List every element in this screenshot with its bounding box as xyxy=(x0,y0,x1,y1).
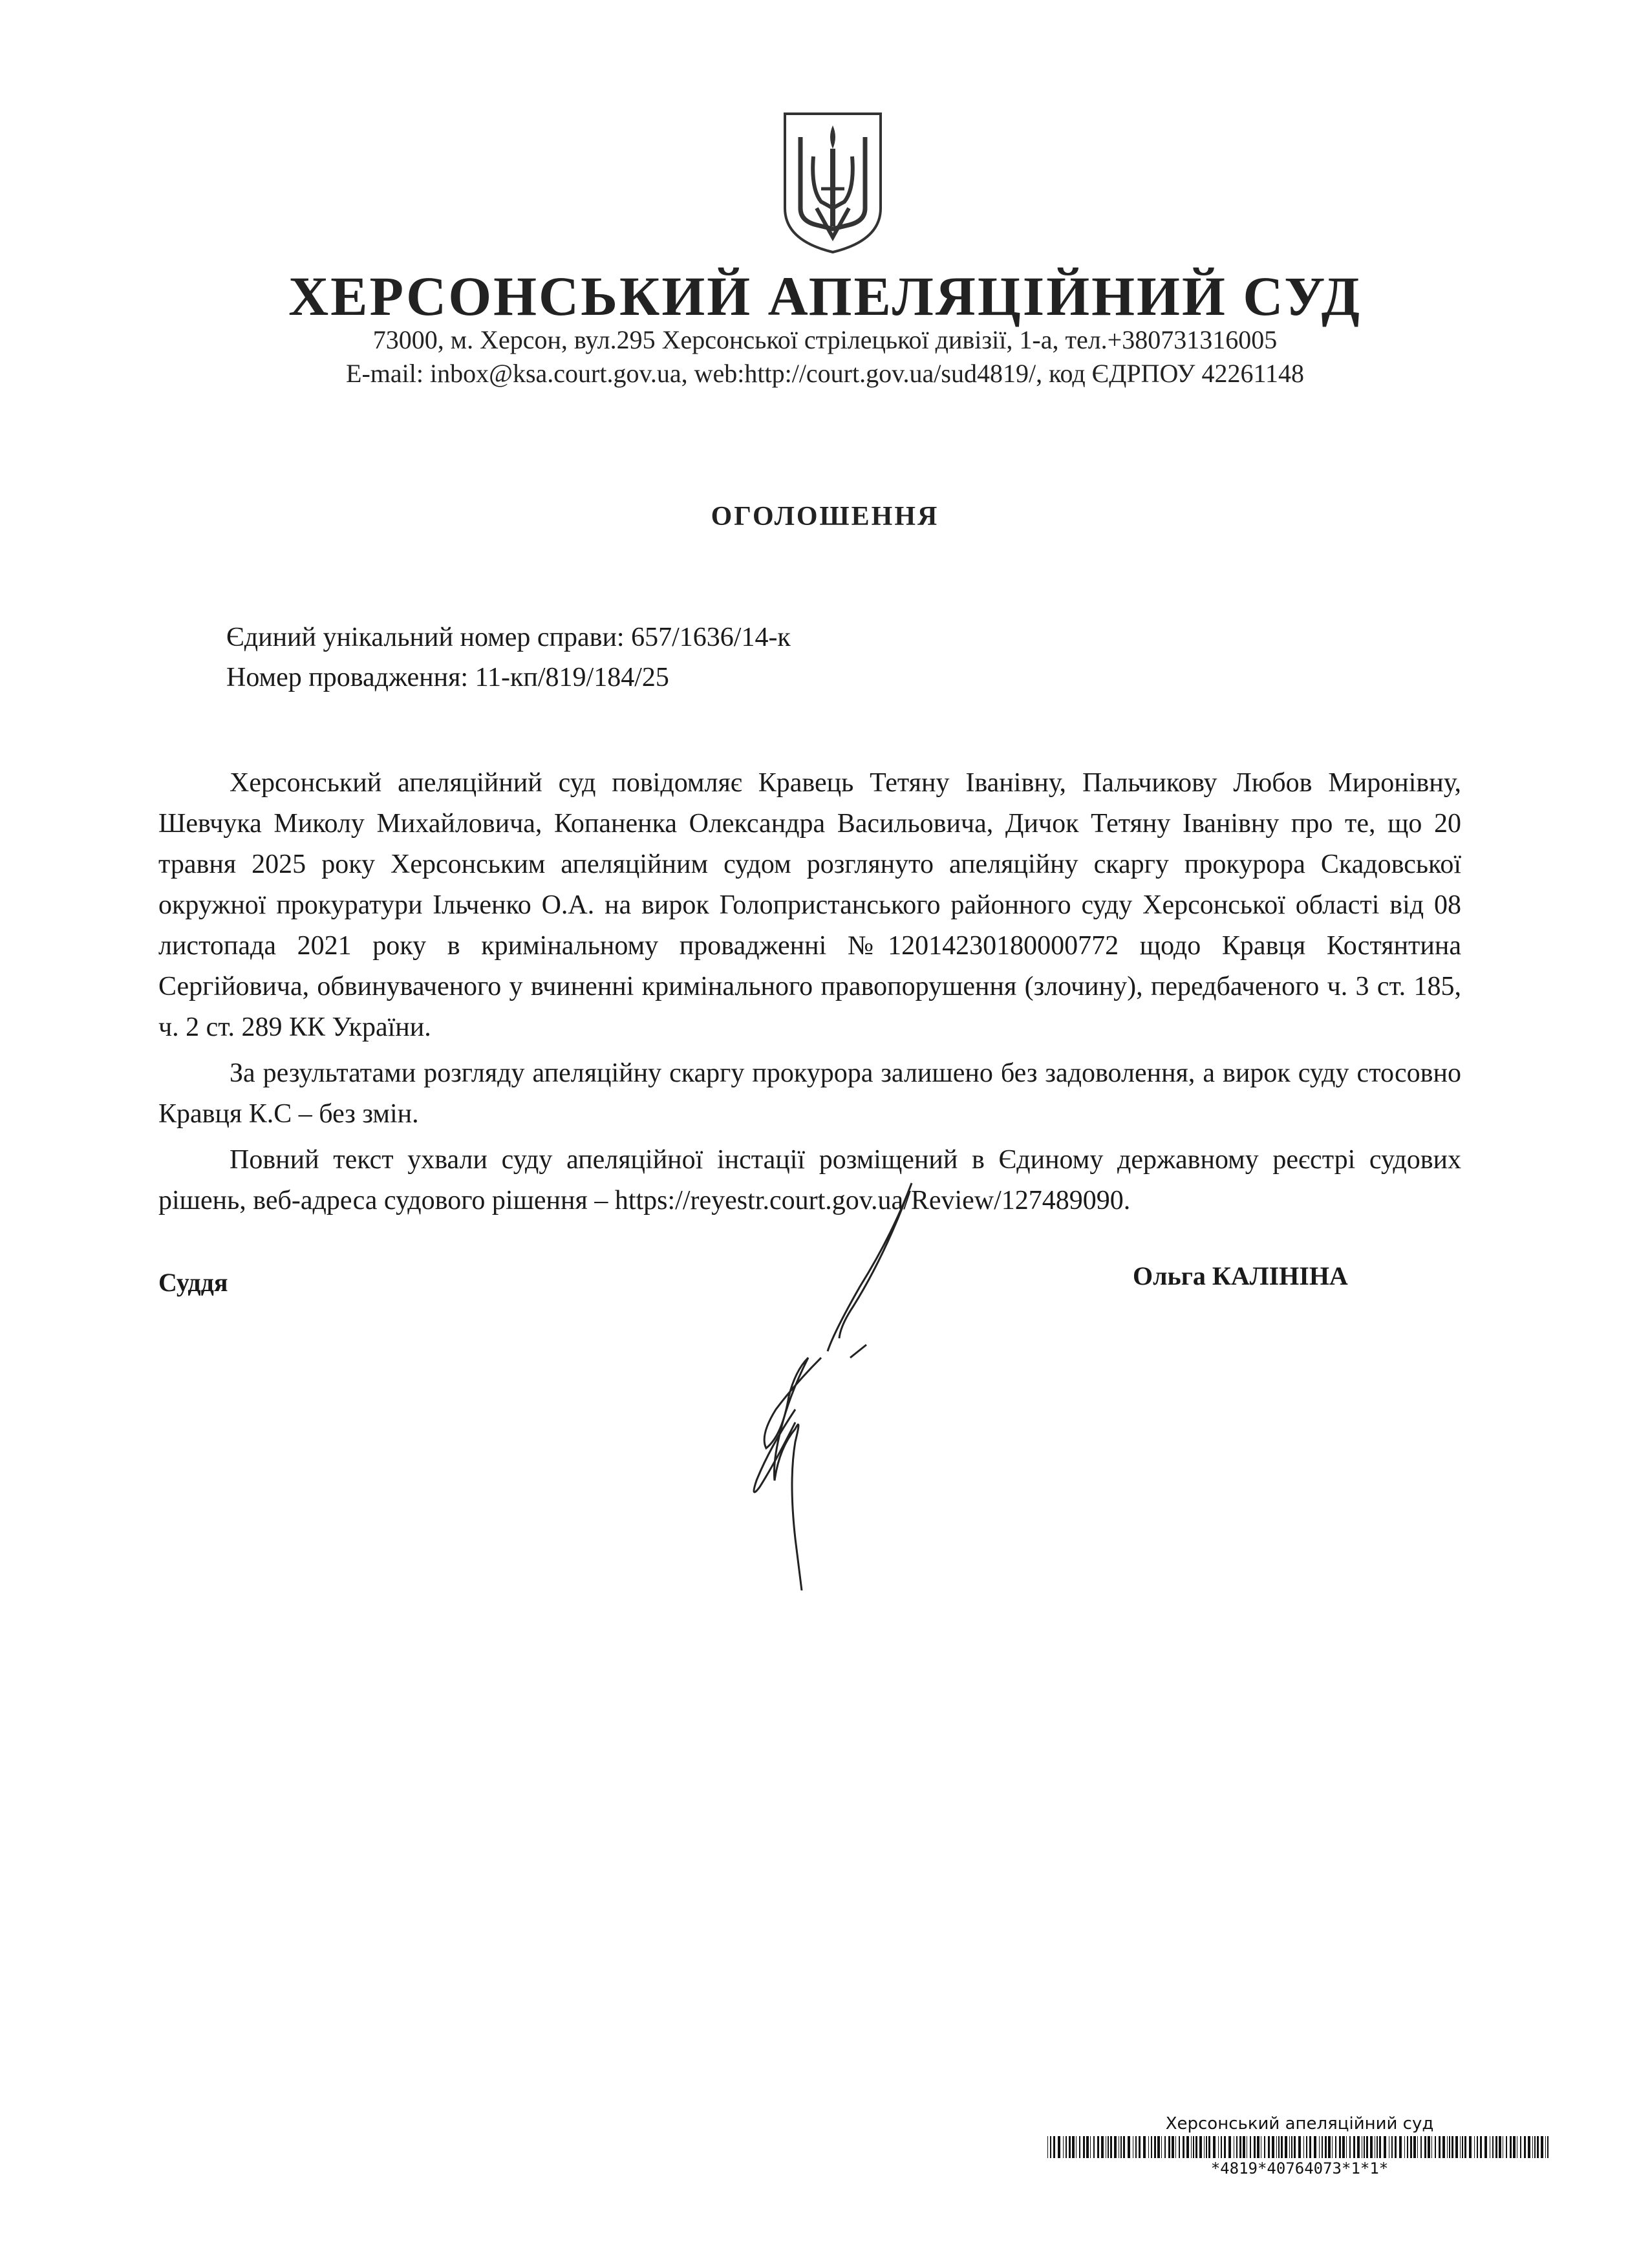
barcode-bar xyxy=(1195,2136,1197,2158)
barcode-bar xyxy=(1364,2136,1365,2158)
barcode-bar xyxy=(1175,2136,1176,2158)
barcode-bar xyxy=(1281,2136,1283,2158)
barcode-bar xyxy=(1183,2136,1184,2158)
barcode-bar xyxy=(1469,2136,1472,2158)
barcode-bar xyxy=(1524,2136,1526,2158)
barcode-bar xyxy=(1157,2136,1160,2158)
barcode-bar xyxy=(1455,2136,1458,2158)
barcode-bar xyxy=(1236,2136,1238,2158)
barcode-bar xyxy=(1370,2136,1373,2158)
barcode-bar xyxy=(1120,2136,1122,2158)
barcode-bar xyxy=(1272,2136,1274,2158)
barcode-bar xyxy=(1097,2136,1099,2158)
barcode-bar xyxy=(1079,2136,1080,2158)
barcode-bar xyxy=(1492,2136,1494,2158)
barcode-bar xyxy=(1447,2136,1448,2158)
barcode-bar xyxy=(1083,2136,1085,2158)
barcode-bar xyxy=(1377,2136,1378,2158)
barcode-bar xyxy=(1294,2136,1296,2158)
barcode-bar xyxy=(1513,2136,1516,2158)
barcode-bar xyxy=(1395,2136,1397,2158)
barcode-bar xyxy=(1357,2136,1360,2158)
barcode-bar xyxy=(1123,2136,1125,2158)
case-number-line: Єдиний унікальний номер справи: 657/1636/14-к xyxy=(226,623,791,652)
barcode-bar xyxy=(1417,2136,1418,2158)
barcode-bar xyxy=(1452,2136,1453,2158)
proceeding-number-line: Номер провадження: 11-кп/819/184/25 xyxy=(226,663,669,692)
barcode-bar xyxy=(1289,2136,1290,2158)
barcode-bar xyxy=(1257,2136,1259,2158)
barcode-bar xyxy=(1413,2136,1416,2158)
barcode-bar xyxy=(1148,2136,1149,2158)
barcode-bar xyxy=(1050,2136,1051,2158)
barcode-bar xyxy=(1322,2136,1323,2158)
barcode-bar xyxy=(1335,2136,1336,2158)
barcode-bar xyxy=(1221,2136,1222,2158)
body-paragraph-result: За результатами розгляду апеляційну скаргу прокурора залишено без задоволення, а вирок суду стосовно Кравця К.С – без змін. xyxy=(158,1058,1461,1129)
barcode-bar xyxy=(1110,2136,1112,2158)
barcode-bar xyxy=(1366,2136,1368,2158)
barcode-bar xyxy=(1264,2136,1265,2158)
barcode-bar xyxy=(1172,2136,1174,2158)
barcode-bar xyxy=(1325,2136,1327,2158)
barcode-bar xyxy=(1499,2136,1501,2158)
barcode-bar xyxy=(1545,2136,1546,2158)
barcode-bar xyxy=(1520,2136,1521,2158)
barcode-bar xyxy=(1239,2136,1241,2158)
barcode-bar xyxy=(1342,2136,1345,2158)
barcode-bar xyxy=(1086,2136,1089,2158)
document-title: ОГОЛОШЕННЯ xyxy=(711,502,939,531)
barcode-bar xyxy=(1186,2136,1189,2158)
barcode-bar xyxy=(1353,2136,1355,2158)
barcode-bar xyxy=(1435,2136,1436,2158)
barcode-bar xyxy=(1143,2136,1146,2158)
barcode-bar xyxy=(1420,2136,1422,2158)
barcode-bar xyxy=(1484,2136,1487,2158)
barcode-bar xyxy=(1053,2136,1055,2158)
barcode-bar xyxy=(1243,2136,1245,2158)
barcode-bar xyxy=(1332,2136,1333,2158)
barcode-bar xyxy=(1268,2136,1270,2158)
barcode-bar xyxy=(1164,2136,1166,2158)
registry-stamp xyxy=(1047,2114,1552,2177)
barcode-bar xyxy=(1154,2136,1156,2158)
barcode-bar xyxy=(1379,2136,1381,2158)
barcode-icon xyxy=(1047,2136,1552,2158)
barcode-bar xyxy=(1063,2136,1064,2158)
barcode-bar xyxy=(1431,2136,1432,2158)
barcode-bar xyxy=(1090,2136,1091,2158)
barcode-bar xyxy=(1439,2136,1441,2158)
court-name-heading: ХЕРСОНСЬКИЙ АПЕЛЯЦІЙНИЙ СУД xyxy=(288,265,1362,327)
barcode-bar xyxy=(1424,2136,1426,2158)
judge-role-label: Суддя xyxy=(158,1268,228,1297)
handwritten-signature-icon xyxy=(698,1177,931,1597)
barcode-bar xyxy=(1298,2136,1301,2158)
barcode-bar xyxy=(1314,2136,1316,2158)
barcode-bar xyxy=(1399,2136,1402,2158)
barcode-bar xyxy=(1319,2136,1320,2158)
judge-name: Ольга КАЛІНІНА xyxy=(1133,1261,1348,1290)
barcode-bar xyxy=(1510,2136,1512,2158)
barcode-bar xyxy=(1346,2136,1347,2158)
barcode-bar xyxy=(1066,2136,1067,2158)
barcode-bar xyxy=(1276,2136,1277,2158)
barcode-bar xyxy=(1328,2136,1331,2158)
barcode-bar xyxy=(1101,2136,1104,2158)
barcode-bar xyxy=(1462,2136,1463,2158)
barcode-bar xyxy=(1139,2136,1141,2158)
barcode-bar xyxy=(1278,2136,1280,2158)
barcode-bar xyxy=(1407,2136,1408,2158)
barcode-bar xyxy=(1391,2136,1393,2158)
barcode-bar xyxy=(1309,2136,1311,2158)
barcode-bar xyxy=(1213,2136,1216,2158)
barcode-bar xyxy=(1474,2136,1475,2158)
barcode-bar xyxy=(1547,2136,1548,2158)
stamp-code: *4819*40764073*1*1* xyxy=(1210,2159,1389,2177)
barcode-bar xyxy=(1449,2136,1450,2158)
barcode-bar xyxy=(1285,2136,1287,2158)
barcode-bar xyxy=(1506,2136,1507,2158)
barcode-bar xyxy=(1404,2136,1405,2158)
barcode-bar xyxy=(1076,2136,1077,2158)
barcode-bar xyxy=(1339,2136,1341,2158)
barcode-bar xyxy=(1442,2136,1445,2158)
barcode-bar xyxy=(1151,2136,1152,2158)
body-paragraph-notification: Херсонський апеляційний суд повідомляє Кравець Тетяну Іванівну, Пальчикову Любов Миронівну, Шевчука Миколу Михайловича, Копаненка Олександра Васильовича, Дичок Тетяну Іванівну про те, що 20 травня 2025 року Херсонським апеляційним судом розглянуто апеляційну скаргу прокурора Скадовської окружної прокуратури Ільченко О.А. на вирок Голопристанського районного суду Херсонської області від 08 листопада 2021 року в кримінальному провадженні №12014230180000772 щодо Кравця Костянтина Сергійовича, обвинуваченого у вчиненні кримінального правопорушення (злочину), передбаченого ч. 3 ст. 185, ч. 2 ст. 289 КК України. xyxy=(158,768,1461,1042)
barcode-bar xyxy=(1541,2136,1543,2158)
barcode-bar xyxy=(1384,2136,1386,2158)
barcode-bar xyxy=(1072,2136,1075,2158)
barcode-bar xyxy=(1228,2136,1231,2158)
court-contacts-line: E-mail: inbox@ksa.court.gov.ua, web:http://court.gov.ua/sud4819/, код ЄДРПОУ 42261148 xyxy=(346,359,1304,388)
barcode-bar xyxy=(1477,2136,1478,2158)
barcode-bar xyxy=(1250,2136,1251,2158)
barcode-bar xyxy=(1108,2136,1109,2158)
barcode-bar xyxy=(1428,2136,1430,2158)
barcode-bar xyxy=(1460,2136,1461,2158)
barcode-bar xyxy=(1114,2136,1117,2158)
trident-coat-of-arms-icon xyxy=(781,111,884,255)
barcode-bar xyxy=(1480,2136,1482,2158)
barcode-bar xyxy=(1528,2136,1530,2158)
barcode-bar xyxy=(1218,2136,1219,2158)
barcode-bar xyxy=(1135,2136,1137,2158)
barcode-bar xyxy=(1204,2136,1205,2158)
barcode-bar xyxy=(1093,2136,1095,2158)
barcode-bar xyxy=(1303,2136,1304,2158)
barcode-bar xyxy=(1224,2136,1226,2158)
barcode-bar xyxy=(1537,2136,1539,2158)
barcode-bar xyxy=(1206,2136,1207,2158)
barcode-bar xyxy=(1208,2136,1210,2158)
barcode-bar xyxy=(1532,2136,1533,2158)
barcode-bar xyxy=(1179,2136,1180,2158)
barcode-bar xyxy=(1254,2136,1256,2158)
barcode-bar xyxy=(1291,2136,1292,2158)
court-address-block xyxy=(0,323,1650,390)
barcode-bar xyxy=(1349,2136,1351,2158)
barcode-bar xyxy=(1534,2136,1536,2158)
case-info-block xyxy=(226,617,791,698)
barcode-bar xyxy=(1193,2136,1194,2158)
barcode-bar xyxy=(1161,2136,1162,2158)
barcode-bar xyxy=(1069,2136,1071,2158)
barcode-bar xyxy=(1306,2136,1307,2158)
body-paragraph-registry-link: Повний текст ухвали суду апеляційної інстації розміщений в Єдиному державному реєстрі судових рішень, веб-адреса судового рішення – https://reyestr.court.gov.ua/Review/127489090. xyxy=(158,1145,1461,1215)
barcode-bar xyxy=(1410,2136,1412,2158)
stamp-court-label: Херсонський апеляційний суд xyxy=(1165,2114,1434,2134)
announcement-body xyxy=(158,763,1461,1226)
barcode-bar xyxy=(1047,2136,1048,2158)
barcode-bar xyxy=(1464,2136,1466,2158)
barcode-bar xyxy=(1058,2136,1060,2158)
barcode-bar xyxy=(1191,2136,1192,2158)
barcode-bar xyxy=(1168,2136,1170,2158)
barcode-bar xyxy=(1495,2136,1497,2158)
barcode-bar xyxy=(1128,2136,1130,2158)
court-address-line: 73000, м. Херсон, вул.295 Херсонської стрілецької дивізії, 1-а, тел.+380731316005 xyxy=(372,325,1278,354)
barcode-bar xyxy=(1199,2136,1202,2158)
